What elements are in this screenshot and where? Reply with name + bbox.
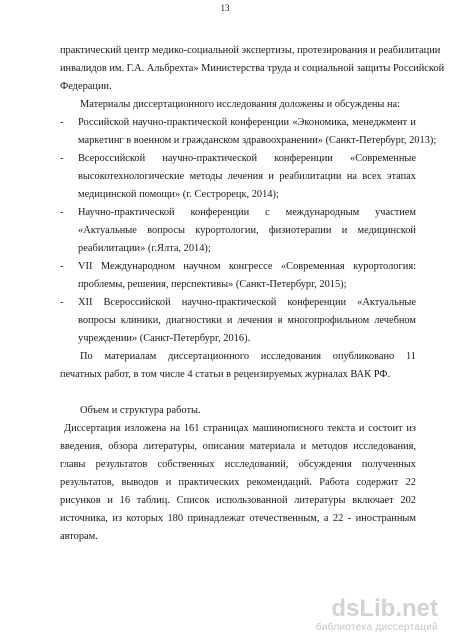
bullet-marker: -: [60, 207, 64, 218]
list-item-line: маркетинг в военном и гражданском здравоохранении» (Санкт-Петербург, 2013);: [78, 135, 437, 146]
text-line: Диссертация изложена на 161 страницах машинописного текста и состоит из: [64, 423, 416, 434]
list-item-line: XII Всероссийской научно-практической конференции «Актуальные: [78, 297, 416, 308]
text-line: Материалы диссертационного исследования доложены и обсуждены на:: [80, 99, 401, 110]
text-line: авторам.: [60, 531, 98, 542]
list-item-line: Научно-практической конференции с международным участием: [78, 207, 416, 218]
watermark-logo: dsLib.net: [331, 595, 438, 622]
text-line: результатов, выводов и практических рекомендаций. Работа содержит 22: [60, 477, 416, 488]
bullet-marker: -: [60, 297, 64, 308]
text-line: рисунков и 16 таблиц. Список использованной литературы включает 202: [60, 495, 416, 506]
watermark: [316, 597, 438, 633]
list-item-line: высокотехнологические методы лечения и реабилитации на всех этапах: [78, 171, 416, 182]
list-item-line: медицинской помощи» (г. Сестрорецк, 2014);: [78, 189, 279, 200]
list-item-line: Всероссийской научно-практической конференции «Современные: [78, 153, 416, 164]
text-line: главы результатов собственных исследований, обсуждения полученных: [60, 459, 416, 470]
bullet-marker: -: [60, 261, 64, 272]
text-line: По материалам диссертационного исследования опубликовано 11: [80, 351, 416, 362]
bullet-marker: -: [60, 117, 64, 128]
list-item-line: Российской научно-практической конференции «Экономика, менеджмент и: [78, 117, 416, 128]
text-line: практический центр медико-социальной экспертизы, протезирования и реабилитации: [60, 45, 441, 56]
text-line: введения, обзора литературы, описания материала и методов исследования,: [60, 441, 416, 452]
bullet-marker: -: [60, 153, 64, 164]
section-heading: Объем и структура работы.: [80, 405, 201, 416]
text-line: инвалидов им. Г.А. Альбрехта» Министерства труда и социальной защиты Российской: [60, 63, 445, 74]
list-item-line: проблемы, решения, перспективы» (Санкт-Петербург, 2015);: [78, 279, 347, 290]
list-item-line: учреждении» (Санкт-Петербург, 2016).: [78, 333, 251, 344]
text-line: источника, из которых 180 принадлежат отечественным, а 22 - иностранным: [60, 513, 416, 524]
list-item-line: реабилитации» (г.Ялта, 2014);: [78, 243, 211, 254]
list-item-line: вопросы клиники, диагностики и лечения в многопрофильном лечебном: [78, 315, 416, 326]
watermark-subtitle: библиотека диссертаций: [315, 622, 438, 633]
page-number: 13: [220, 3, 230, 13]
list-item-line: VII Международном научном конгрессе «Современная курортология:: [78, 261, 416, 272]
text-line: Федерации.: [60, 81, 112, 92]
list-item-line: «Актуальные вопросы курортологии, физиотерапии и медицинской: [78, 225, 416, 236]
text-line: печатных работ, в том числе 4 статьи в рецензируемых журналах ВАК РФ.: [60, 369, 391, 380]
